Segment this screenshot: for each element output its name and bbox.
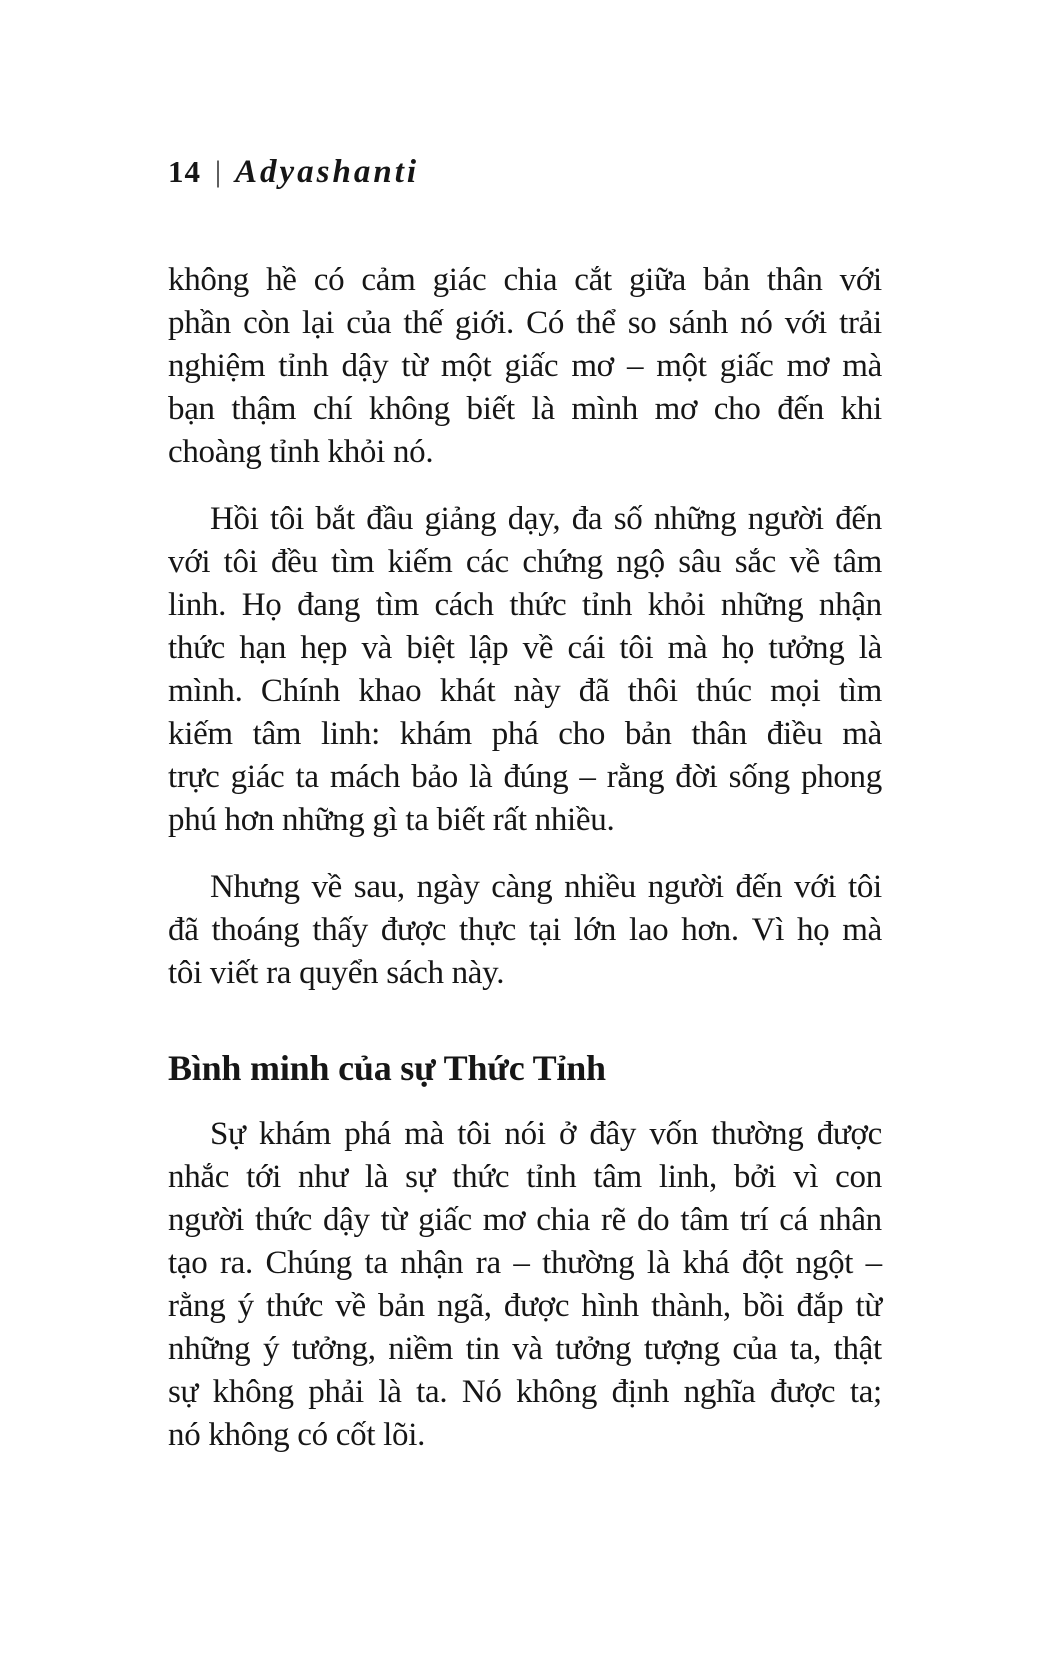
text-line: sự không phải là ta. Nó không định nghĩa được ta; <box>168 1374 882 1410</box>
text-line: linh. Họ đang tìm cách thức tỉnh khỏi những nhận <box>168 587 882 623</box>
text-line: trực giác ta mách bảo là đúng – rằng đời sống phong <box>168 759 882 795</box>
book-title: Adyashanti <box>235 154 420 190</box>
text-line: tạo ra. Chúng ta nhận ra – thường là khá đột ngột – <box>168 1245 882 1281</box>
paragraph-1 <box>168 259 882 474</box>
text-line: nhắc tới như là sự thức tỉnh tâm linh, bởi vì con <box>168 1159 882 1195</box>
text-line: nghiệm tỉnh dậy từ một giấc mơ – một giấc mơ mà <box>168 348 882 384</box>
text-line: Hồi tôi bắt đầu giảng dạy, đa số những người đến <box>210 501 882 537</box>
running-header <box>168 155 882 193</box>
text-line: Nhưng về sau, ngày càng nhiều người đến với tôi <box>210 869 882 905</box>
section-heading: Bình minh của sự Thức Tỉnh <box>168 1048 606 1088</box>
text-line: người thức dậy từ giấc mơ chia rẽ do tâm trí cá nhân <box>168 1202 882 1238</box>
page-content <box>168 155 882 1481</box>
text-line: rằng ý thức về bản ngã, được hình thành, bồi đắp từ <box>168 1288 882 1324</box>
header-separator: | <box>215 155 222 188</box>
paragraph-4 <box>168 1113 882 1457</box>
text-line: với tôi đều tìm kiếm các chứng ngộ sâu sắc về tâm <box>168 544 882 580</box>
text-line: thức hạn hẹp và biệt lập về cái tôi mà họ tưởng là <box>168 630 882 666</box>
text-line: không hề có cảm giác chia cắt giữa bản thân với <box>168 262 882 298</box>
text-line: choàng tỉnh khỏi nó. <box>168 434 434 470</box>
body-text <box>168 259 882 1457</box>
paragraph-2 <box>168 498 882 842</box>
text-line: bạn thậm chí không biết là mình mơ cho đến khi <box>168 391 882 427</box>
text-line: kiếm tâm linh: khám phá cho bản thân điều mà <box>168 716 882 752</box>
paragraph-3 <box>168 866 882 995</box>
text-line: những ý tưởng, niềm tin và tưởng tượng của ta, thật <box>168 1331 882 1367</box>
text-line: mình. Chính khao khát này đã thôi thúc mọi tìm <box>168 673 882 709</box>
text-line: nó không có cốt lõi. <box>168 1417 426 1453</box>
text-line: phần còn lại của thế giới. Có thể so sánh nó với trải <box>168 305 882 341</box>
text-line: Sự khám phá mà tôi nói ở đây vốn thường được <box>210 1116 882 1152</box>
text-line: đã thoáng thấy được thực tại lớn lao hơn. Vì họ mà <box>168 912 882 948</box>
page-number: 14 <box>168 154 201 189</box>
text-line: phú hơn những gì ta biết rất nhiều. <box>168 802 615 838</box>
text-line: tôi viết ra quyển sách này. <box>168 955 505 991</box>
